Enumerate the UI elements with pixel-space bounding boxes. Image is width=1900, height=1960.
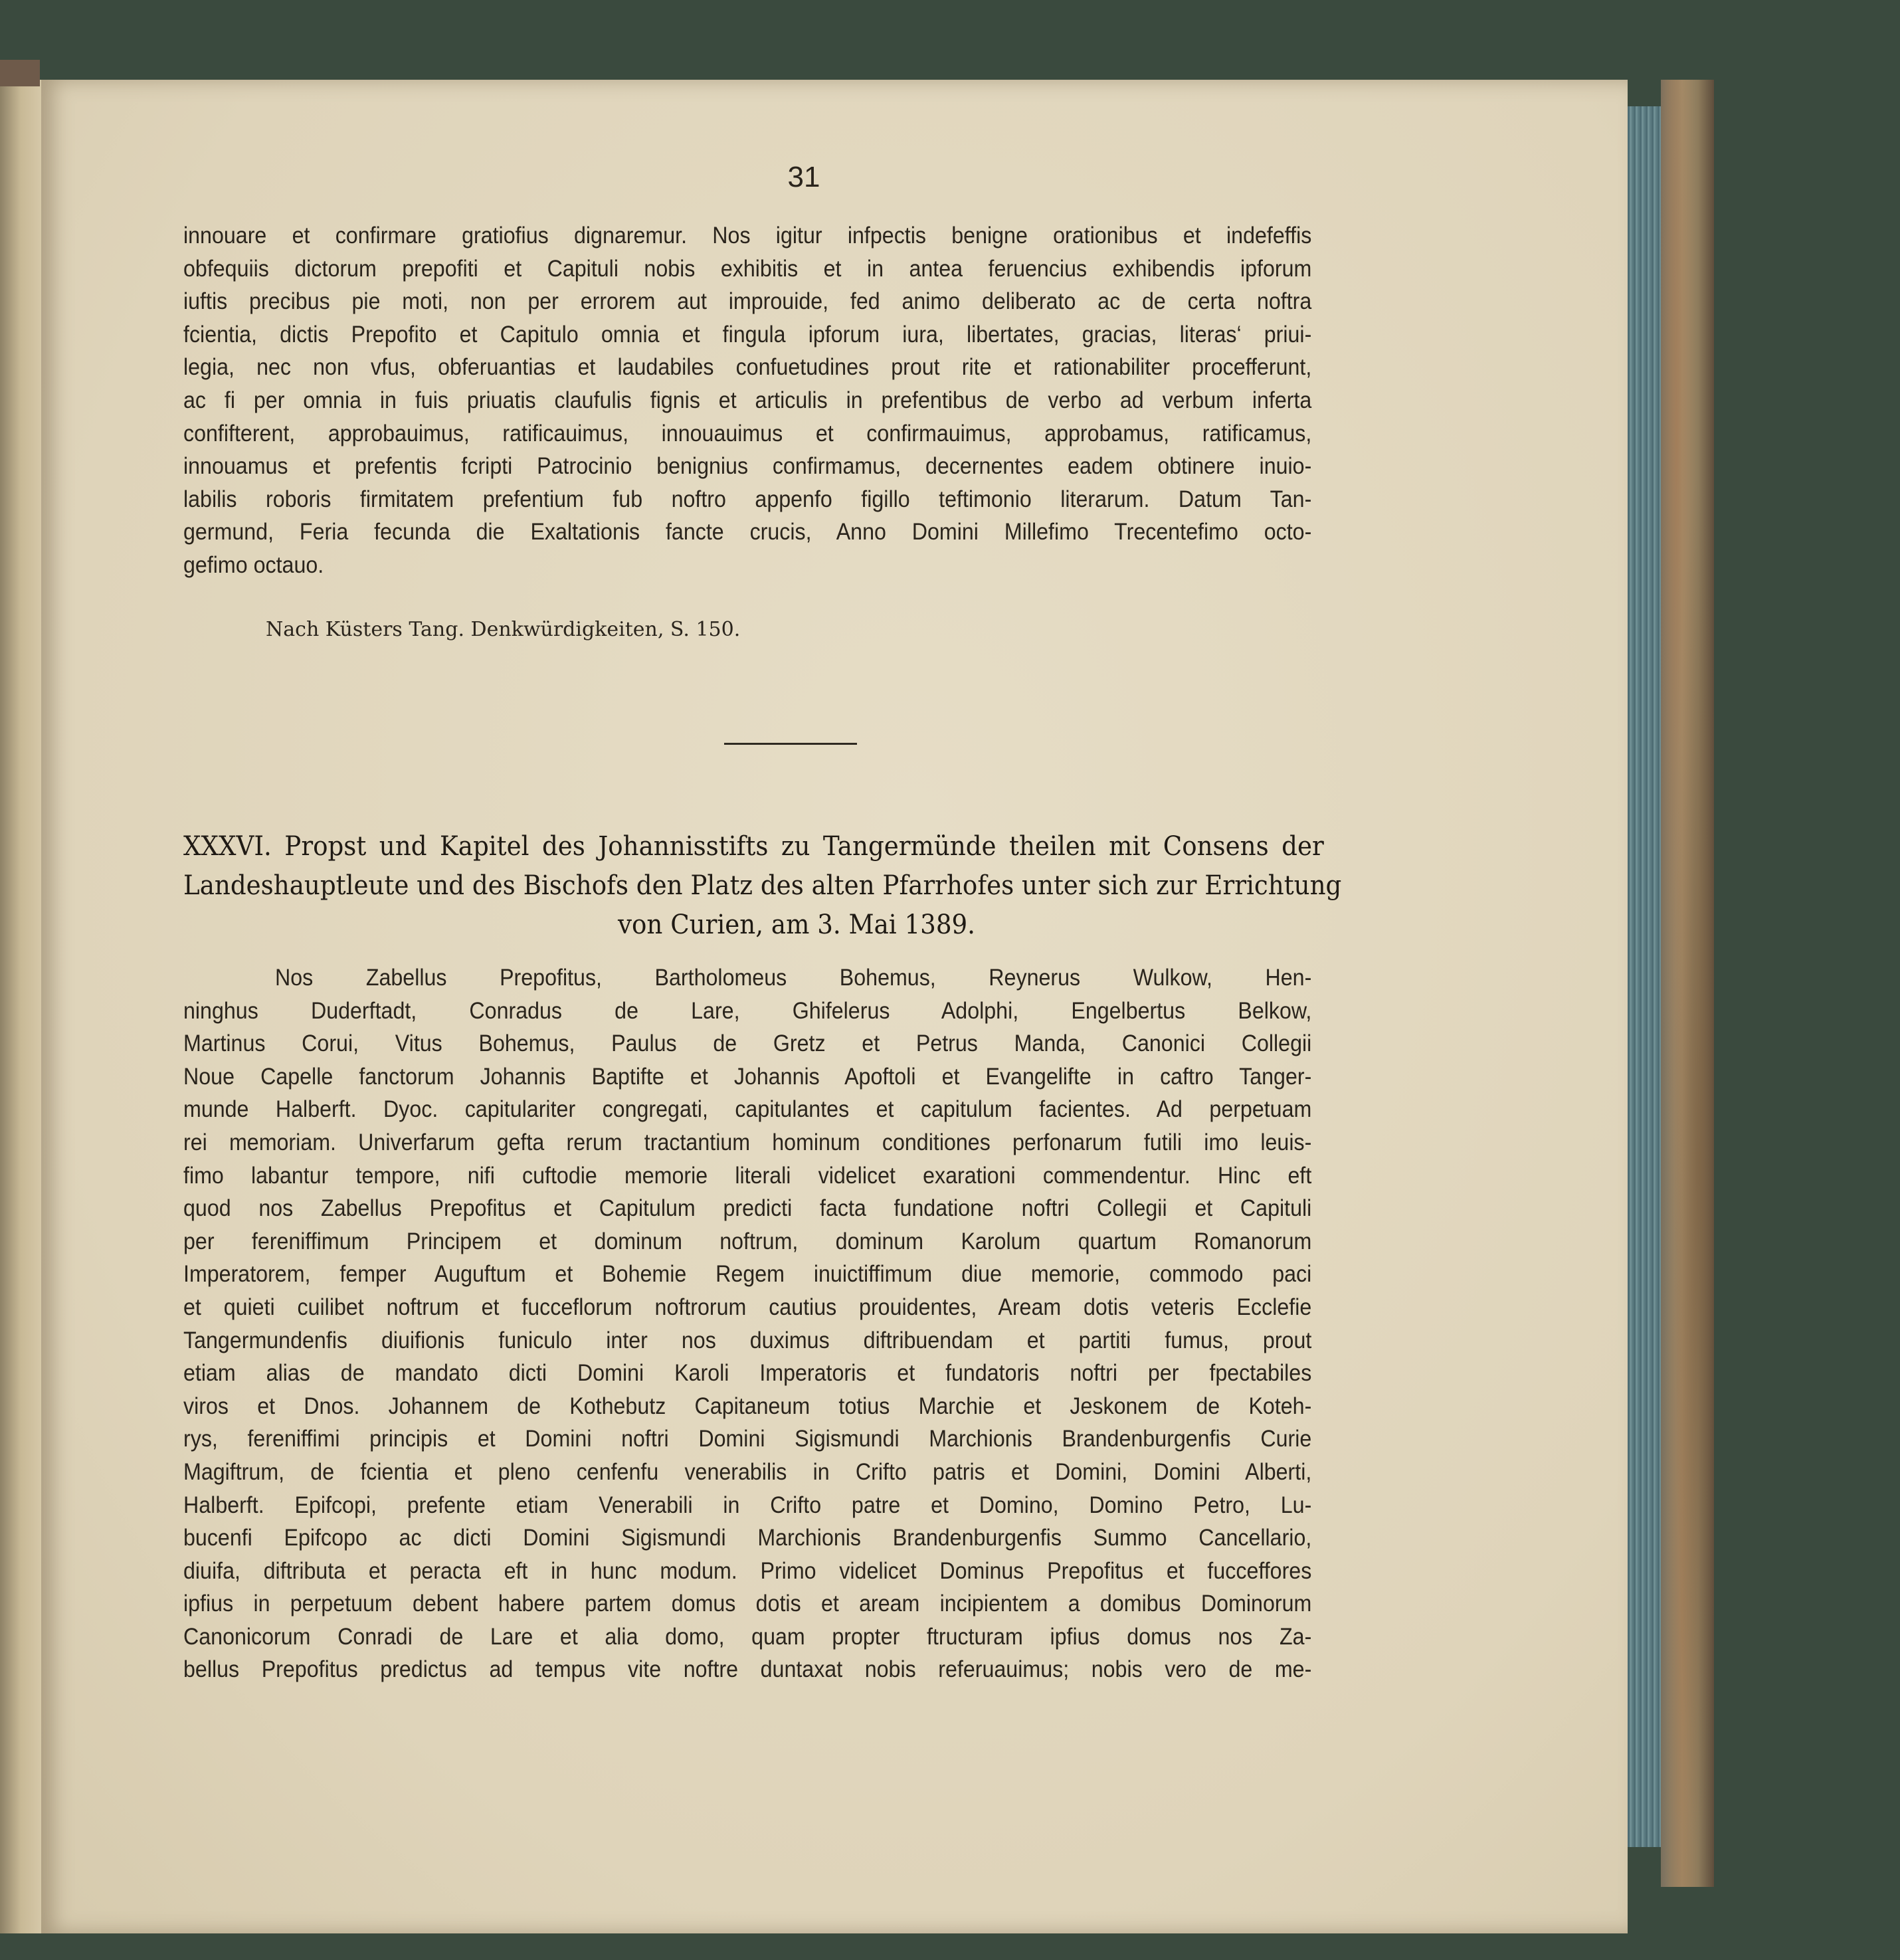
text-line: Canonicorum Conradi de Lare et alia domo, quam propter ftructuram ipfius domus nos Za- — [183, 1623, 1312, 1650]
text-line: labilis roboris firmitatem prefentium fub noftro appenfo figillo teftimonio literarum. Datum Tan- — [183, 486, 1312, 512]
document-paragraph-2 — [183, 961, 1410, 1686]
text-line: per fereniffimum Principem et dominum noftrum, dominum Karolum quartum Romanorum — [183, 1228, 1312, 1254]
text-line: innouamus et prefentis fcripti Patrocinio benignius confirmamus, decernentes eadem obtinere inuio- — [183, 453, 1312, 480]
heading-line: XXXVI. Propst und Kapitel des Johannisstifts zu Tangermünde theilen mit Consens der — [183, 831, 1324, 862]
text-line: obfequiis dictorum prepofiti et Capituli nobis exhibitis et in antea feruencius exhibendis ipforum — [183, 255, 1312, 282]
right-cover-board — [1661, 80, 1714, 1887]
text-line: etiam alias de mandato dicti Domini Karoli Imperatoris et fundatoris noftri per fpectabiles — [183, 1360, 1312, 1387]
text-line: ac fi per omnia in fuis priuatis claufulis fignis et articulis in prefentibus de verbo ad verbum inferta — [183, 387, 1312, 413]
text-line: Tangermundenfis diuifionis funiculo inter nos duximus diftribuendam et partiti fumus, prout — [183, 1327, 1312, 1353]
text-line: viros et Dnos. Johannem de Kothebutz Capitaneum totius Marchie et Jeskonem de Koteh- — [183, 1393, 1312, 1419]
text-line: fcientia, dictis Prepofito et Capitulo omnia et fingula ipforum iura, libertates, gracias, literas‘ priui- — [183, 321, 1312, 347]
source-note: Nach Küsters Tang. Denkwürdigkeiten, S. 150. — [266, 618, 741, 641]
page-edges — [1628, 106, 1661, 1847]
text-line: rei memoriam. Univerfarum gefta rerum tractantium hominum conditiones perfonarum futili imo leuis- — [183, 1129, 1312, 1155]
section-divider — [724, 743, 857, 745]
text-line: Nos Zabellus Prepofitus, Bartholomeus Bohemus, Reynerus Wulkow, Hen- — [275, 965, 1312, 991]
text-line: diuifa, diftributa et peracta eft in hunc modum. Primo videlicet Dominus Prepofitus et fucceffores — [183, 1557, 1312, 1584]
heading-line: Landeshauptleute und des Bischofs den Platz des alten Pfarrhofes unter sich zur Errichtung — [183, 870, 1342, 901]
text-line: Halberft. Epifcopi, prefente etiam Venerabili in Crifto patre et Domino, Domino Petro, Lu- — [183, 1492, 1312, 1518]
text-line: Imperatorem, femper Auguftum et Bohemie Regem inuictiffimum diue memorie, commodo paci — [183, 1261, 1312, 1288]
text-line: germund, Feria fecunda die Exaltationis fancte crucis, Anno Domini Millefimo Trecentefimo octo- — [183, 519, 1312, 545]
left-cover-board — [0, 60, 40, 86]
text-line: bellus Prepofitus predictus ad tempus vite noftre duntaxat nobis referuauimus; nobis vero de me- — [183, 1656, 1312, 1683]
document-paragraph-1 — [183, 219, 1410, 582]
text-line: iuftis precibus pie moti, non per errorem aut improuide, fed animo deliberato ac de certa noftra — [183, 288, 1312, 315]
text-line: quod nos Zabellus Prepofitus et Capitulum predicti facta fundatione noftri Collegii et Capituli — [183, 1195, 1312, 1222]
text-line: confifterent, approbauimus, ratificauimus, innouauimus et confirmauimus, approbamus, ratificamus, — [183, 420, 1312, 446]
text-line: fimo labantur tempore, nifi cuftodie memorie literali videlicet exarationi commendentur. Hinc eft — [183, 1162, 1312, 1189]
text-line: rys, fereniffimi principis et Domini noftri Domini Sigismundi Marchionis Brandenburgenfis Curie — [183, 1426, 1312, 1452]
text-line: gefimo octauo. — [183, 551, 324, 578]
text-line: munde Halberft. Dyoc. capitulariter congregati, capitulantes et capitulum facientes. Ad perpetuam — [183, 1096, 1312, 1123]
text-line: bucenfi Epifcopo ac dicti Domini Sigismundi Marchionis Brandenburgenfis Summo Cancellario, — [183, 1525, 1312, 1551]
text-line: legia, nec non vfus, obferuantias et laudabiles confuetudines prout rite et rationabiliter procefferunt, — [183, 354, 1312, 381]
page-number: 31 — [787, 161, 820, 193]
text-line: ninghus Duderftadt, Conradus de Lare, Ghifelerus Adolphi, Engelbertus Belkow, — [183, 997, 1312, 1024]
heading-line: von Curien, am 3. Mai 1389. — [617, 910, 976, 940]
text-line: et quieti cuilibet noftrum et fucceflorum noftrorum cautius prouidentes, Aream dotis veteris Ecclefie — [183, 1294, 1312, 1320]
text-line: Martinus Corui, Vitus Bohemus, Paulus de Gretz et Petrus Manda, Canonici Collegii — [183, 1030, 1312, 1057]
text-line: ipfius in perpetuum debent habere partem domus dotis et aream incipientem a domibus Dominorum — [183, 1591, 1312, 1617]
section-heading — [183, 827, 1410, 945]
left-page-edge — [0, 80, 47, 1933]
text-line: Magiftrum, de fcientia et pleno cenfenfu venerabilis in Crifto patris et Domini, Domini Alberti, — [183, 1458, 1312, 1485]
text-line: Noue Capelle fanctorum Johannis Baptifte et Johannis Apoftoli et Evangelifte in caftro Tanger- — [183, 1063, 1312, 1090]
text-line: innouare et confirmare gratiofius dignaremur. Nos igitur infpectis benigne orationibus et indefeffis — [183, 223, 1312, 248]
